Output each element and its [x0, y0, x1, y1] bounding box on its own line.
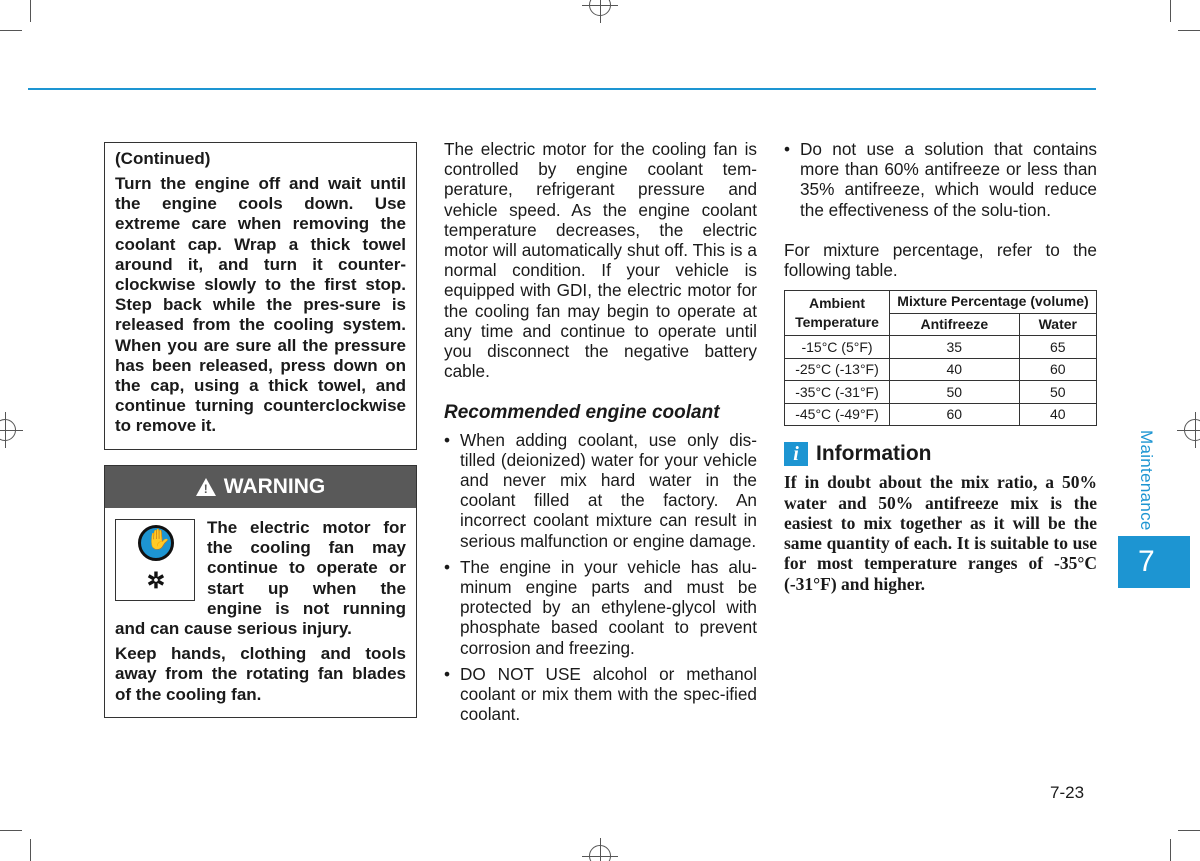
cell-water: 40: [1019, 403, 1096, 426]
column-middle: [444, 139, 757, 730]
cell-water: 65: [1019, 336, 1096, 359]
header-antifreeze: Antifreeze: [890, 313, 1020, 336]
warning-title: WARNING: [223, 475, 326, 498]
warning-pictogram: [115, 519, 195, 601]
warning-paragraph: The electric motor for the cooling fan may continue to operate or start up when the engine is not running and can cause serious injury.: [115, 518, 406, 639]
crop-mark: [1178, 830, 1200, 831]
bullet-item: • The engine in your vehicle has alu-minum engine parts and must be protected by an ethylene-glycol with phosphate based coolant to prevent corrosion and freezing.: [444, 557, 757, 658]
warning-paragraph: Keep hands, clothing and tools away from the rotating fan blades of the cooling fan.: [115, 644, 406, 704]
page-number: 7-23: [1050, 783, 1085, 802]
crop-mark: [1170, 839, 1171, 861]
bullet-item: • When adding coolant, use only dis-tilled (deionized) water for your vehicle and never mix hard water in the coolant filled at the factory. An incorrect coolant mixture can result in serious malfunction or engine damage.: [444, 430, 757, 551]
information-title: Information: [816, 442, 932, 466]
header-rule: [28, 88, 1096, 90]
table-row: [785, 403, 1097, 426]
warning-header: [105, 466, 416, 508]
registration-mark: [1184, 419, 1200, 441]
crop-mark: [0, 830, 22, 831]
bullet-item: • DO NOT USE alcohol or methanol coolant or mix them with the spec-ified coolant.: [444, 664, 757, 725]
cell-water: 60: [1019, 358, 1096, 381]
mixture-table: [784, 290, 1097, 426]
stop-hand-icon: [138, 525, 174, 561]
information-header: [784, 442, 1097, 466]
cell-antifreeze: 40: [890, 358, 1020, 381]
warning-triangle-icon: !: [196, 478, 216, 496]
cell-temp: -45°C (-49°F): [785, 403, 890, 426]
information-text: If in doubt about the mix ratio, a 50% water and 50% antifreeze mix is the easiest to mix together as it will be the same quantity of each. It is suitable to use for most temperature ranges of -35°C (-31°F) and higher.: [784, 472, 1097, 594]
crop-mark: [1170, 0, 1171, 22]
table-row: [785, 336, 1097, 359]
registration-mark: [589, 845, 611, 861]
cooling-fan-paragraph: The electric motor for the cooling fan is controlled by engine coolant tem-perature, refrigerant pressure and vehicle speed. As the engine coolant temperature decreases, the electric motor will automatically shut off. This is a normal condition. If your vehicle is equipped with GDI, the electric motor for the cooling fan may begin to operate at any time and continue to operate until you disconnect the negative battery cable.: [444, 139, 757, 382]
header-mixture: Mixture Percentage (volume): [890, 291, 1097, 314]
table-row: [785, 358, 1097, 381]
rotating-fan-icon: ✲: [146, 568, 166, 593]
cell-temp: -25°C (-13°F): [785, 358, 890, 381]
caution-box: [104, 142, 417, 450]
info-icon: i: [784, 442, 808, 466]
table-intro: For mixture percentage, refer to the following table.: [784, 239, 1097, 281]
table-header-row: [785, 291, 1097, 314]
warning-box: [104, 465, 417, 718]
column-right: [784, 139, 1097, 594]
table-row: [785, 381, 1097, 404]
cell-antifreeze: 35: [890, 336, 1020, 359]
continued-label: (Continued): [115, 149, 211, 168]
cell-water: 50: [1019, 381, 1096, 404]
warning-body: [105, 508, 416, 705]
section-heading: Recommended engine coolant: [444, 402, 720, 424]
crop-mark: [0, 30, 22, 31]
cell-temp: -15°C (5°F): [785, 336, 890, 359]
section-side-label: Maintenance: [1137, 430, 1156, 531]
caution-text: Turn the engine off and wait until the engine cools down. Use extreme care when removing the coolant cap. Wrap a thick towel around it, and turn it counter-clockwise slowly to the first stop. Step back while the pres-sure is released from the cooling system. When you are sure all the pressure has been released, press down on the cap, using a thick towel, and continue turning counterclockwise to remove it.: [115, 174, 406, 436]
registration-mark: [589, 0, 611, 16]
bullet-item: • Do not use a solution that contains more than 60% antifreeze or less than 35% antifreeze, which would reduce the effectiveness of the solu-tion.: [784, 139, 1097, 220]
crop-mark: [1178, 30, 1200, 31]
registration-mark: [0, 419, 16, 441]
crop-mark: [30, 839, 31, 861]
cell-temp: -35°C (-31°F): [785, 381, 890, 404]
crop-mark: [30, 0, 31, 22]
cell-antifreeze: 60: [890, 403, 1020, 426]
header-water: Water: [1019, 313, 1096, 336]
header-ambient: Ambient Temperature: [785, 291, 890, 336]
chapter-tab: 7: [1118, 536, 1190, 588]
cell-antifreeze: 50: [890, 381, 1020, 404]
